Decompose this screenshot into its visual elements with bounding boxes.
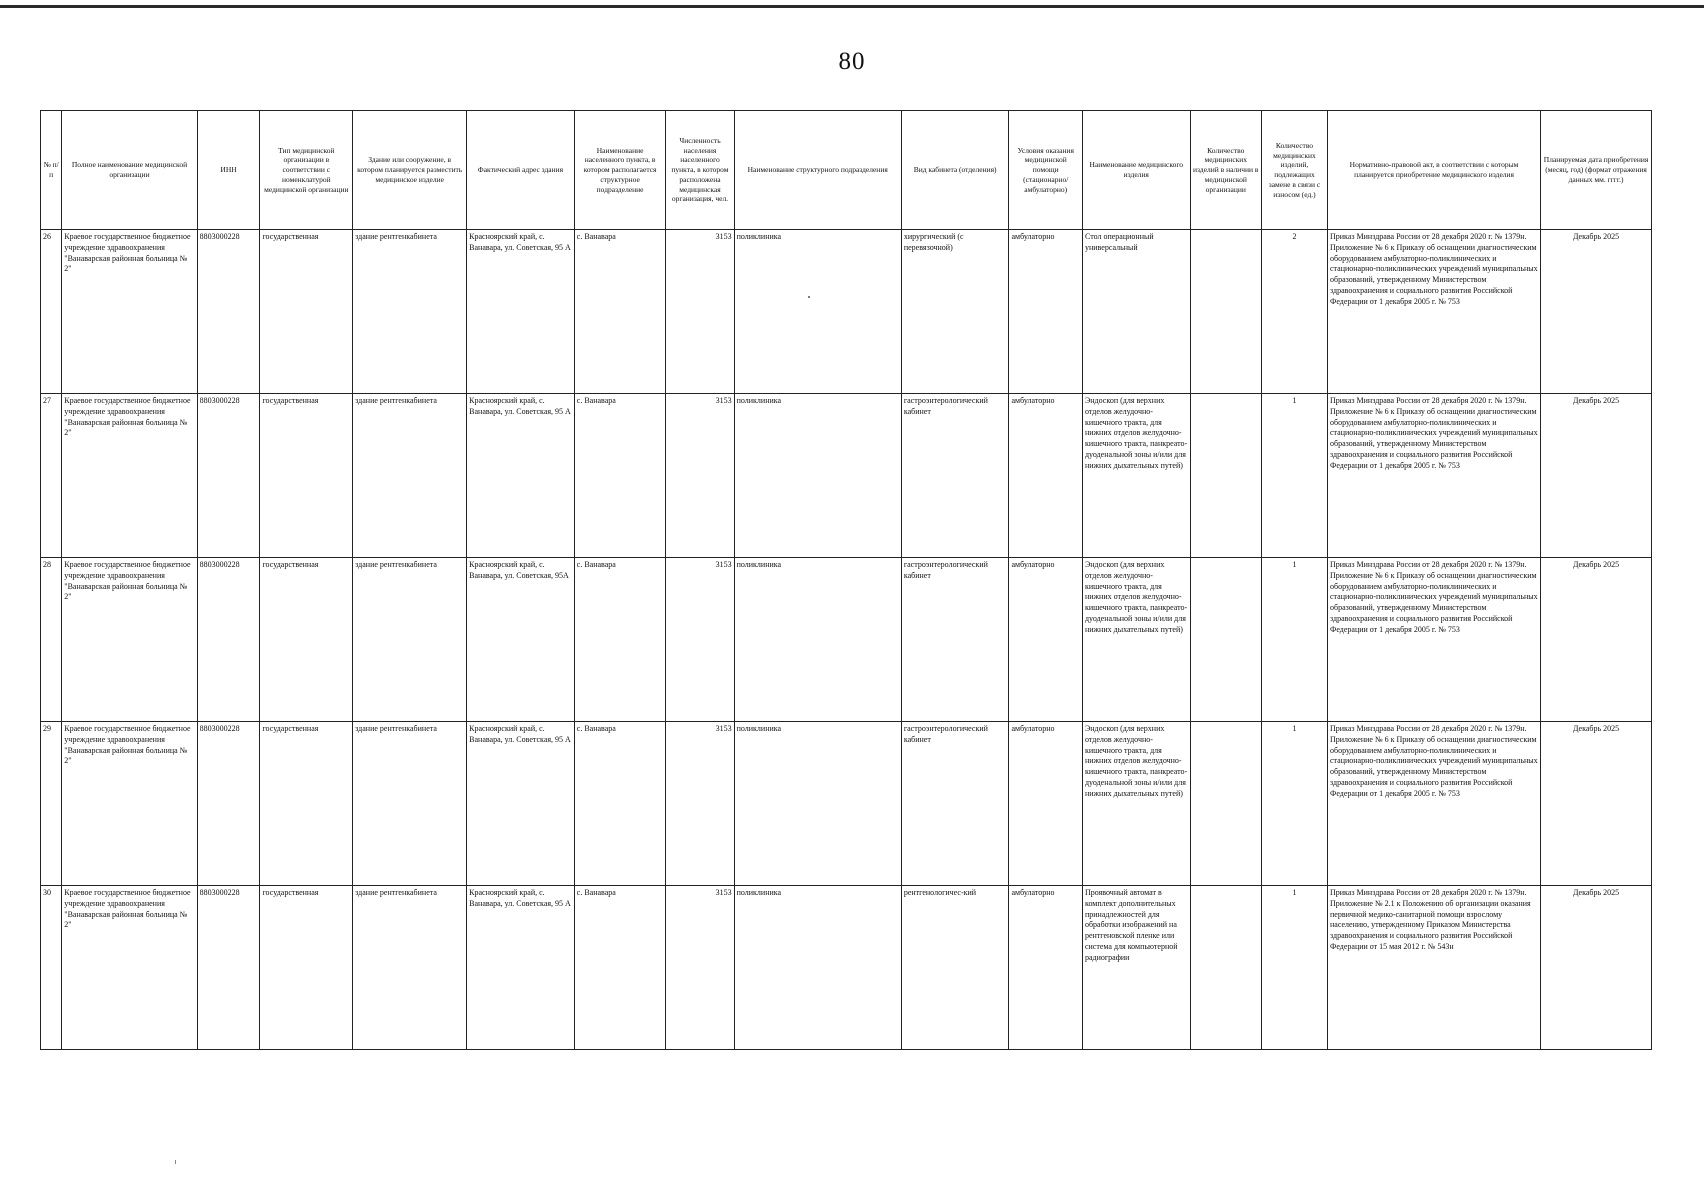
cell-building: здание рентгенкабинета bbox=[353, 722, 467, 886]
cell-cabinet: гастроэнтерологический кабинет bbox=[901, 558, 1009, 722]
cell-replace: 1 bbox=[1261, 394, 1327, 558]
cell-inn: 8803000228 bbox=[197, 558, 260, 722]
header-device: Наименование медицинского изделия bbox=[1082, 111, 1190, 230]
cell-device: Эндоскоп (для верхних отделов желудочно-кишечного тракта, для нижних отделов желудочно-кишечного тракта, панкреато-дуоденальной зоны и/или для нижних дыхательных путей) bbox=[1082, 558, 1190, 722]
cell-replace: 1 bbox=[1261, 722, 1327, 886]
cell-available bbox=[1190, 558, 1261, 722]
cell-conditions: амбулаторно bbox=[1009, 230, 1083, 394]
cell-conditions: амбулаторно bbox=[1009, 722, 1083, 886]
cell-unit: поликлиника bbox=[734, 722, 901, 886]
cell-population: 3153 bbox=[666, 558, 734, 722]
header-inn: ИНН bbox=[197, 111, 260, 230]
cell-conditions: амбулаторно bbox=[1009, 558, 1083, 722]
table-row bbox=[41, 722, 1652, 886]
cell-building: здание рентгенкабинета bbox=[353, 886, 467, 1050]
cell-date: Декабрь 2025 bbox=[1541, 230, 1652, 394]
cell-building: здание рентгенкабинета bbox=[353, 558, 467, 722]
cell-cabinet: хирургический (с перевязочной) bbox=[901, 230, 1009, 394]
header-org-type: Тип медицинской организации в соответствии с номенклатурой медицинской организации bbox=[260, 111, 353, 230]
cell-replace: 2 bbox=[1261, 230, 1327, 394]
header-settlement: Наименование населенного пункта, в котором располагается структурное подразделение bbox=[574, 111, 666, 230]
cell-organization: Краевое государственное бюджетное учреждение здравоохранения "Ванаварская районная больница № 2" bbox=[62, 886, 197, 1050]
cell-legal-act: Приказ Минздрава России от 28 декабря 2020 г. № 1379н. Приложение № 6 к Приказу об оснащении диагностическим оборудованием амбулаторно-поликлинических и стационарно-поликлинических учреждений муниципальных образований, утвержденному Министерством здравоохранения и социального развития Российской Федерации от 1 декабря 2005 г. № 753 bbox=[1328, 230, 1541, 394]
cell-settlement: с. Ванавара bbox=[574, 722, 666, 886]
header-unit: Наименование структурного подразделения bbox=[734, 111, 901, 230]
table-row bbox=[41, 394, 1652, 558]
cell-device: Эндоскоп (для верхних отделов желудочно-кишечного тракта, для нижних отделов желудочно-кишечного тракта, панкреато-дуоденальной зоны и/или для нижних дыхательных путей) bbox=[1082, 394, 1190, 558]
cell-inn: 8803000228 bbox=[197, 230, 260, 394]
cell-org-type: государственная bbox=[260, 886, 353, 1050]
cell-device: Эндоскоп (для верхних отделов желудочно-кишечного тракта, для нижних отделов желудочно-кишечного тракта, панкреато-дуоденальной зоны и/или для нижних дыхательных путей) bbox=[1082, 722, 1190, 886]
cell-device: Проявочный автомат в комплект дополнительных принадлежностей для обработки изображений на рентгеновской пленке или система для компьютерной радиографии bbox=[1082, 886, 1190, 1050]
cell-address: Красноярский край, с. Ванавара, ул. Советская, 95 А bbox=[467, 394, 575, 558]
cell-building: здание рентгенкабинета bbox=[353, 394, 467, 558]
cell-organization: Краевое государственное бюджетное учреждение здравоохранения "Ванаварская районная больница № 2" bbox=[62, 394, 197, 558]
top-border-line bbox=[0, 5, 1704, 8]
page-number: 80 bbox=[838, 48, 866, 75]
header-organization: Полное наименование медицинской организации bbox=[62, 111, 197, 230]
header-address: Фактический адрес здания bbox=[467, 111, 575, 230]
header-replace: Количество медицинских изделий, подлежащих замене в связи с износом (ед.) bbox=[1261, 111, 1327, 230]
cell-inn: 8803000228 bbox=[197, 886, 260, 1050]
cell-available bbox=[1190, 886, 1261, 1050]
cell-date: Декабрь 2025 bbox=[1541, 886, 1652, 1050]
cell-number: 28 bbox=[41, 558, 62, 722]
header-conditions: Условия оказания медицинской помощи (стационарно/ амбулаторно) bbox=[1009, 111, 1083, 230]
cell-address: Красноярский край, с. Ванавара, ул. Советская, 95 А bbox=[467, 886, 575, 1050]
cell-unit: поликлиника bbox=[734, 558, 901, 722]
cell-cabinet: рентгенологичес-кий bbox=[901, 886, 1009, 1050]
cell-legal-act: Приказ Минздрава России от 28 декабря 2020 г. № 1379н. Приложение № 6 к Приказу об оснащении диагностическим оборудованием амбулаторно-поликлинических и стационарно-поликлинических учреждений муниципальных образований, утвержденному Министерством здравоохранения и социального развития Российской Федерации от 1 декабря 2005 г. № 753 bbox=[1328, 394, 1541, 558]
cell-address: Красноярский край, с. Ванавара, ул. Советская, 95А bbox=[467, 558, 575, 722]
table-header-row bbox=[41, 111, 1652, 230]
cell-legal-act: Приказ Минздрава России от 28 декабря 2020 г. № 1379н. Приложение № 6 к Приказу об оснащении диагностическим оборудованием амбулаторно-поликлинических и стационарно-поликлинических учреждений муниципальных образований, утвержденному Министерством здравоохранения и социального развития Российской Федерации от 1 декабря 2005 г. № 753 bbox=[1328, 558, 1541, 722]
cell-available bbox=[1190, 722, 1261, 886]
table-row bbox=[41, 558, 1652, 722]
cell-unit: поликлиника bbox=[734, 886, 901, 1050]
cell-population: 3153 bbox=[666, 722, 734, 886]
cell-replace: 1 bbox=[1261, 886, 1327, 1050]
cell-settlement: с. Ванавара bbox=[574, 558, 666, 722]
cell-org-type: государственная bbox=[260, 558, 353, 722]
cell-available bbox=[1190, 394, 1261, 558]
cell-date: Декабрь 2025 bbox=[1541, 394, 1652, 558]
cell-device: Стол операционный универсальный bbox=[1082, 230, 1190, 394]
cell-org-type: государственная bbox=[260, 722, 353, 886]
table-row bbox=[41, 886, 1652, 1050]
cell-organization: Краевое государственное бюджетное учреждение здравоохранения "Ванаварская районная больница № 2" bbox=[62, 722, 197, 886]
header-date: Планируемая дата приобретения (месяц, год) (формат отражения данных мм. гггг.) bbox=[1541, 111, 1652, 230]
cell-population: 3153 bbox=[666, 886, 734, 1050]
cell-inn: 8803000228 bbox=[197, 722, 260, 886]
cell-building: здание рентгенкабинета bbox=[353, 230, 467, 394]
cell-number: 26 bbox=[41, 230, 62, 394]
cell-org-type: государственная bbox=[260, 230, 353, 394]
cell-org-type: государственная bbox=[260, 394, 353, 558]
scan-speck bbox=[808, 296, 810, 298]
cell-number: 29 bbox=[41, 722, 62, 886]
equipment-table bbox=[40, 110, 1652, 1050]
header-number: № п/п bbox=[41, 111, 62, 230]
header-available: Количество медицинских изделий в наличии в медицинской организации bbox=[1190, 111, 1261, 230]
cell-settlement: с. Ванавара bbox=[574, 394, 666, 558]
cell-cabinet: гастроэнтерологический кабинет bbox=[901, 394, 1009, 558]
cell-conditions: амбулаторно bbox=[1009, 394, 1083, 558]
cell-population: 3153 bbox=[666, 394, 734, 558]
cell-legal-act: Приказ Минздрава России от 28 декабря 2020 г. № 1379н. Приложение № 6 к Приказу об оснащении диагностическим оборудованием амбулаторно-поликлинических и стационарно-поликлинических учреждений муниципальных образований, утвержденному Министерством здравоохранения и социального развития Российской Федерации от 1 декабря 2005 г. № 753 bbox=[1328, 722, 1541, 886]
cell-organization: Краевое государственное бюджетное учреждение здравоохранения "Ванаварская районная больница № 2" bbox=[62, 558, 197, 722]
cell-unit: поликлиника bbox=[734, 230, 901, 394]
table-row bbox=[41, 230, 1652, 394]
cell-population: 3153 bbox=[666, 230, 734, 394]
cell-number: 30 bbox=[41, 886, 62, 1050]
scan-mark bbox=[175, 1160, 176, 1164]
cell-replace: 1 bbox=[1261, 558, 1327, 722]
cell-date: Декабрь 2025 bbox=[1541, 558, 1652, 722]
header-building: Здание или сооружение, в котором планируется разместить медицинское изделие bbox=[353, 111, 467, 230]
cell-legal-act: Приказ Минздрава России от 28 декабря 2020 г. № 1379н. Приложение № 2.1 к Положению об организации оказания первичной медико-санитарной помощи взрослому населению, утвержденному Приказом Министерства здравоохранения и социального развития Российской Федерации от 15 мая 2012 г. № 543н bbox=[1328, 886, 1541, 1050]
header-legal-act: Нормативно-правовой акт, в соответствии с которым планируется приобретение медицинского изделия bbox=[1328, 111, 1541, 230]
cell-conditions: амбулаторно bbox=[1009, 886, 1083, 1050]
cell-settlement: с. Ванавара bbox=[574, 230, 666, 394]
cell-cabinet: гастроэнтерологический кабинет bbox=[901, 722, 1009, 886]
cell-inn: 8803000228 bbox=[197, 394, 260, 558]
cell-number: 27 bbox=[41, 394, 62, 558]
cell-address: Красноярский край, с. Ванавара, ул. Советская, 95 А bbox=[467, 230, 575, 394]
header-population: Численность населения населенного пункта, в котором расположена медицинская организация, чел. bbox=[666, 111, 734, 230]
cell-unit: поликлиника bbox=[734, 394, 901, 558]
cell-date: Декабрь 2025 bbox=[1541, 722, 1652, 886]
cell-address: Красноярский край, с. Ванавара, ул. Советская, 95 А bbox=[467, 722, 575, 886]
cell-organization: Краевое государственное бюджетное учреждение здравоохранения "Ванаварская районная больница № 2" bbox=[62, 230, 197, 394]
cell-settlement: с. Ванавара bbox=[574, 886, 666, 1050]
cell-available bbox=[1190, 230, 1261, 394]
header-cabinet: Вид кабинета (отделения) bbox=[901, 111, 1009, 230]
